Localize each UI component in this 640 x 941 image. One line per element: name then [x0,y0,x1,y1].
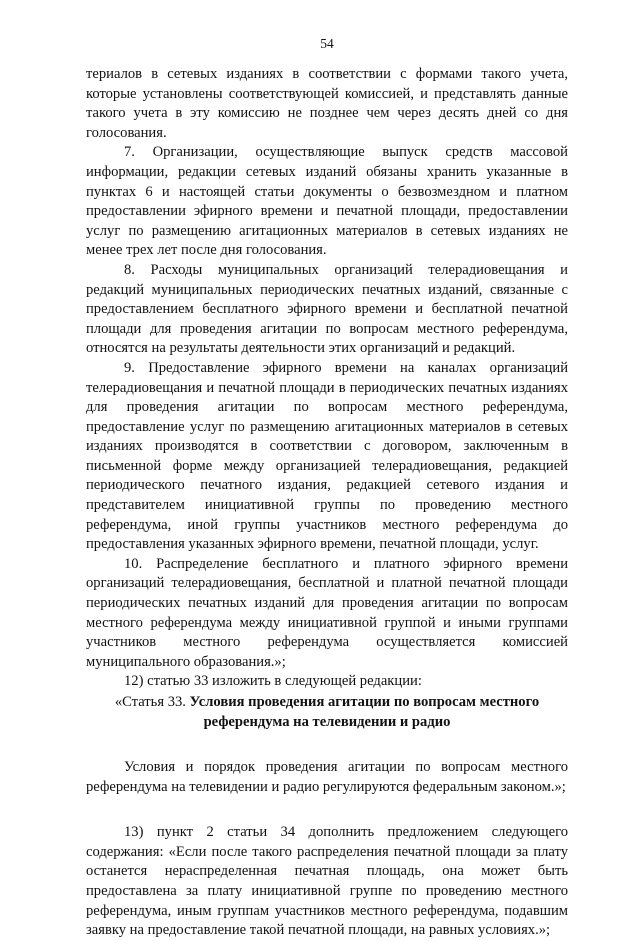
paragraph-amendment-12: 12) статью 33 изложить в следующей редакции: [124,673,422,690]
paragraph-continuation: териалов в сетевых изданиях в соответствии с формами такого учета, которые установлены соответствующей комиссией, и представлять данные такого учета в эту комиссию не позднее чем через десять дней со дня голосования. [86,66,568,141]
paragraph-item-10: 10. Распределение бесплатного и платного эфирного времени организаций телерадиовещания, бесплатной и платной печатной площади периодических печатных изданий для проведения агитации по вопросам местного референдума между инициативной группой и иными группами участников местного референдума осуществляется комиссией муниципального образования.»; [86,555,568,670]
paragraph-item-8: 8. Расходы муниципальных организаций телерадиовещания и редакций муниципальных периодических печатных изданий, связанные с предоставлением бесплатного эфирного времени и бесплатной печатной площади для проведения агитации по вопросам местного референдума, относятся на результаты деятельности этих организаций и редакций. [86,261,568,357]
paragraph-item-9: 9. Предоставление эфирного времени на каналах организаций телерадиовещания и печатной площади в периодических печатных изданиях для проведения агитации по вопросам местного референдума, предоставление услуг по размещению агитационных материалов в сетевых изданиях производятся в соответствии с договором, заключенным в письменной форме между организацией телерадиовещания, редакцией периодического печатного издания, редакцией сетевого издания и представителем инициативной группы по проведению местного референдума, иной группы участников местного референдума до предоставления указанных эфирного времени, печатной площади, услуг. [86,359,568,553]
paragraph-amendment-13: 13) пункт 2 статьи 34 дополнить предложением следующего содержания: «Если после такого распределения печатной площади за плату останется нераспределенная печатная площадь, она может быть предоставлена за плату инициативной группе по проведению местного референдума, иным группам участников местного референдума, подавшим заявку на предоставление такой печатной площади, на равных условиях.»; [86,824,568,939]
article-heading [86,692,568,732]
paragraph-item-7: 7. Организации, осуществляющие выпуск средств массовой информации, редакции сетевых изданий обязаны хранить указанные в пунктах 6 и настоящей статьи документы о безвозмездном и платном предоставлении эфирного времени и печатной площади, предоставлении услуг по размещению агитационных материалов в сетевых изданиях не менее трех лет после дня голосования. [86,144,568,259]
page-number: 54 [320,36,334,51]
article-heading-prefix: «Статья 33. [114,694,190,710]
paragraph-article-33-body: Условия и порядок проведения агитации по вопросам местного референдума на телевидении и радио регулируются федеральным законом.»; [86,759,568,795]
article-heading-title-line1: Условия проведения агитации по вопросам местного [189,694,540,710]
article-heading-title-line2: референдума на телевидении и радио [203,714,451,730]
